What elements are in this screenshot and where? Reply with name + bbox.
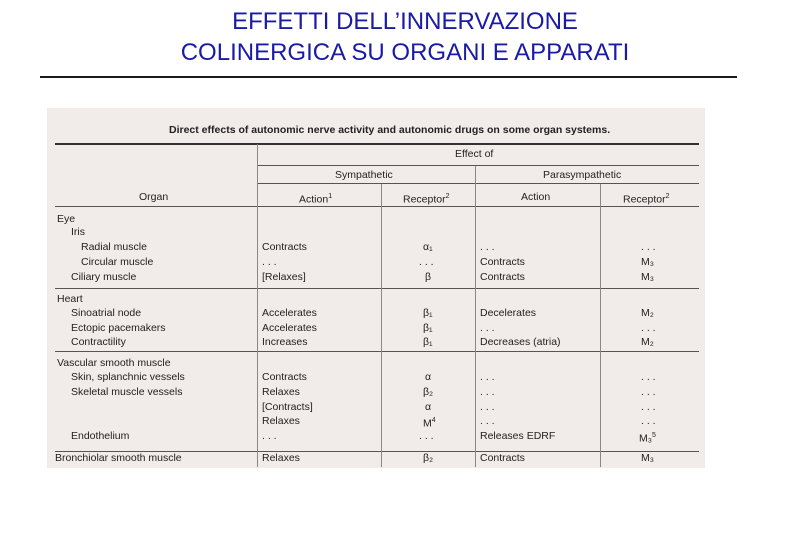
header-parasympathetic: Parasympathetic: [543, 169, 622, 181]
bronchiolar-p-action: Contracts: [480, 452, 525, 464]
radial-s-action: Contracts: [262, 241, 307, 253]
sinoatrial-s-action: Accelerates: [262, 307, 317, 319]
circular-s-receptor: . . .: [419, 256, 434, 268]
organ-heart: Heart: [57, 293, 83, 305]
sinoatrial-p-action: Decelerates: [480, 307, 537, 319]
contractility-p-receptor: M₂: [641, 336, 654, 348]
radial-p-receptor: . . .: [641, 241, 656, 253]
organ-endothelium: Endothelium: [71, 430, 130, 442]
rule-sympathetic: [257, 183, 699, 184]
table-caption: Direct effects of autonomic nerve activity and autonomic drugs on some organ systems.: [169, 124, 611, 136]
skeletal3-s-action: Relaxes: [262, 415, 300, 427]
bronchiolar-p-receptor: M₃: [641, 452, 655, 464]
scanned-table-image: [47, 108, 705, 468]
organ-skeletal-muscle-vessels: Skeletal muscle vessels: [71, 386, 183, 398]
skeletal1-s-action: Relaxes: [262, 386, 300, 398]
rule-top: [55, 143, 699, 145]
header-s-receptor: Receptor$^2$: [403, 193, 450, 206]
skin-s-receptor: α: [425, 371, 432, 383]
contractility-s-receptor: β₁: [423, 336, 433, 348]
endothelium-s-action: . . .: [262, 430, 277, 442]
vrule-organ: [257, 144, 258, 467]
rule-header: [55, 206, 699, 207]
organ-circular-muscle: Circular muscle: [81, 256, 154, 268]
endothelium-s-receptor: . . .: [419, 430, 434, 442]
slide-title-line-1: EFFETTI DELL’INNERVAZIONE: [232, 8, 578, 35]
organ-iris: Iris: [71, 226, 85, 238]
bronchiolar-s-action: Relaxes: [262, 452, 300, 464]
vrule-p-receptor: [600, 184, 601, 467]
skeletal2-p-action: . . .: [480, 401, 495, 413]
rule-effect-of: [257, 165, 699, 166]
circular-p-action: Contracts: [480, 256, 525, 268]
skeletal2-s-receptor: α: [425, 401, 432, 413]
ectopic-s-action: Accelerates: [262, 322, 317, 334]
vrule-s-receptor: [381, 184, 382, 467]
sinoatrial-s-receptor: β₁: [423, 307, 433, 319]
endothelium-p-receptor: M₃$^5$: [639, 432, 656, 445]
vrule-parasympathetic: [475, 166, 476, 467]
ciliary-p-receptor: M₃: [641, 271, 655, 283]
circular-s-action: . . .: [262, 256, 277, 268]
organ-radial-muscle: Radial muscle: [81, 241, 147, 253]
organ-bronchiolar-smooth-muscle: Bronchiolar smooth muscle: [55, 452, 182, 464]
contractility-p-action: Decreases (atria): [480, 336, 561, 348]
organ-ectopic-pacemakers: Ectopic pacemakers: [71, 322, 166, 334]
ciliary-s-action: [Relaxes]: [262, 271, 306, 283]
slide-title-line-2: COLINERGICA SU ORGANI E APPARATI: [180, 39, 630, 66]
skeletal1-p-receptor: . . .: [641, 386, 656, 398]
skeletal3-p-action: . . .: [480, 415, 495, 427]
skeletal2-s-action: [Contracts]: [262, 401, 313, 413]
header-effect-of: Effect of: [455, 148, 494, 160]
skin-s-action: Contracts: [262, 371, 307, 383]
header-p-receptor: Receptor$^2$: [623, 193, 670, 206]
organ-ciliary-muscle: Ciliary muscle: [71, 271, 137, 283]
ectopic-p-receptor: . . .: [641, 322, 656, 334]
header-sympathetic: Sympathetic: [335, 169, 393, 181]
radial-s-receptor: α₁: [423, 241, 433, 253]
ectopic-s-receptor: β₁: [423, 322, 433, 334]
skeletal3-s-receptor: $M^4$: [423, 417, 436, 430]
organ-contractility: Contractility: [71, 336, 126, 348]
title-underline: [40, 76, 737, 78]
header-organ: Organ: [139, 191, 169, 203]
skin-p-receptor: . . .: [641, 371, 656, 383]
ciliary-s-receptor: β: [425, 271, 432, 283]
endothelium-p-action: Releases EDRF: [480, 430, 556, 442]
ectopic-p-action: . . .: [480, 322, 495, 334]
rule-heart: [55, 351, 699, 352]
ciliary-p-action: Contracts: [480, 271, 525, 283]
organ-sinoatrial-node: Sinoatrial node: [71, 307, 142, 319]
organ-vascular-smooth-muscle: Vascular smooth muscle: [57, 357, 171, 369]
contractility-s-action: Increases: [262, 336, 308, 348]
slide-title: [0, 6, 810, 68]
bronchiolar-s-receptor: β₂: [423, 452, 434, 464]
skeletal3-p-receptor: . . .: [641, 415, 656, 427]
sinoatrial-p-receptor: M₂: [641, 307, 654, 319]
circular-p-receptor: M₃: [641, 256, 655, 268]
skeletal1-p-action: . . .: [480, 386, 495, 398]
organ-skin-splanchnic-vessels: Skin, splanchnic vessels: [71, 371, 185, 383]
organ-eye: Eye: [57, 213, 76, 225]
rule-eye: [55, 288, 699, 289]
skeletal1-s-receptor: β₂: [423, 386, 434, 398]
radial-p-action: . . .: [480, 241, 495, 253]
skin-p-action: . . .: [480, 371, 495, 383]
header-s-action: Action$^1$: [299, 193, 333, 206]
header-p-action: Action: [521, 191, 551, 203]
skeletal2-p-receptor: . . .: [641, 401, 656, 413]
